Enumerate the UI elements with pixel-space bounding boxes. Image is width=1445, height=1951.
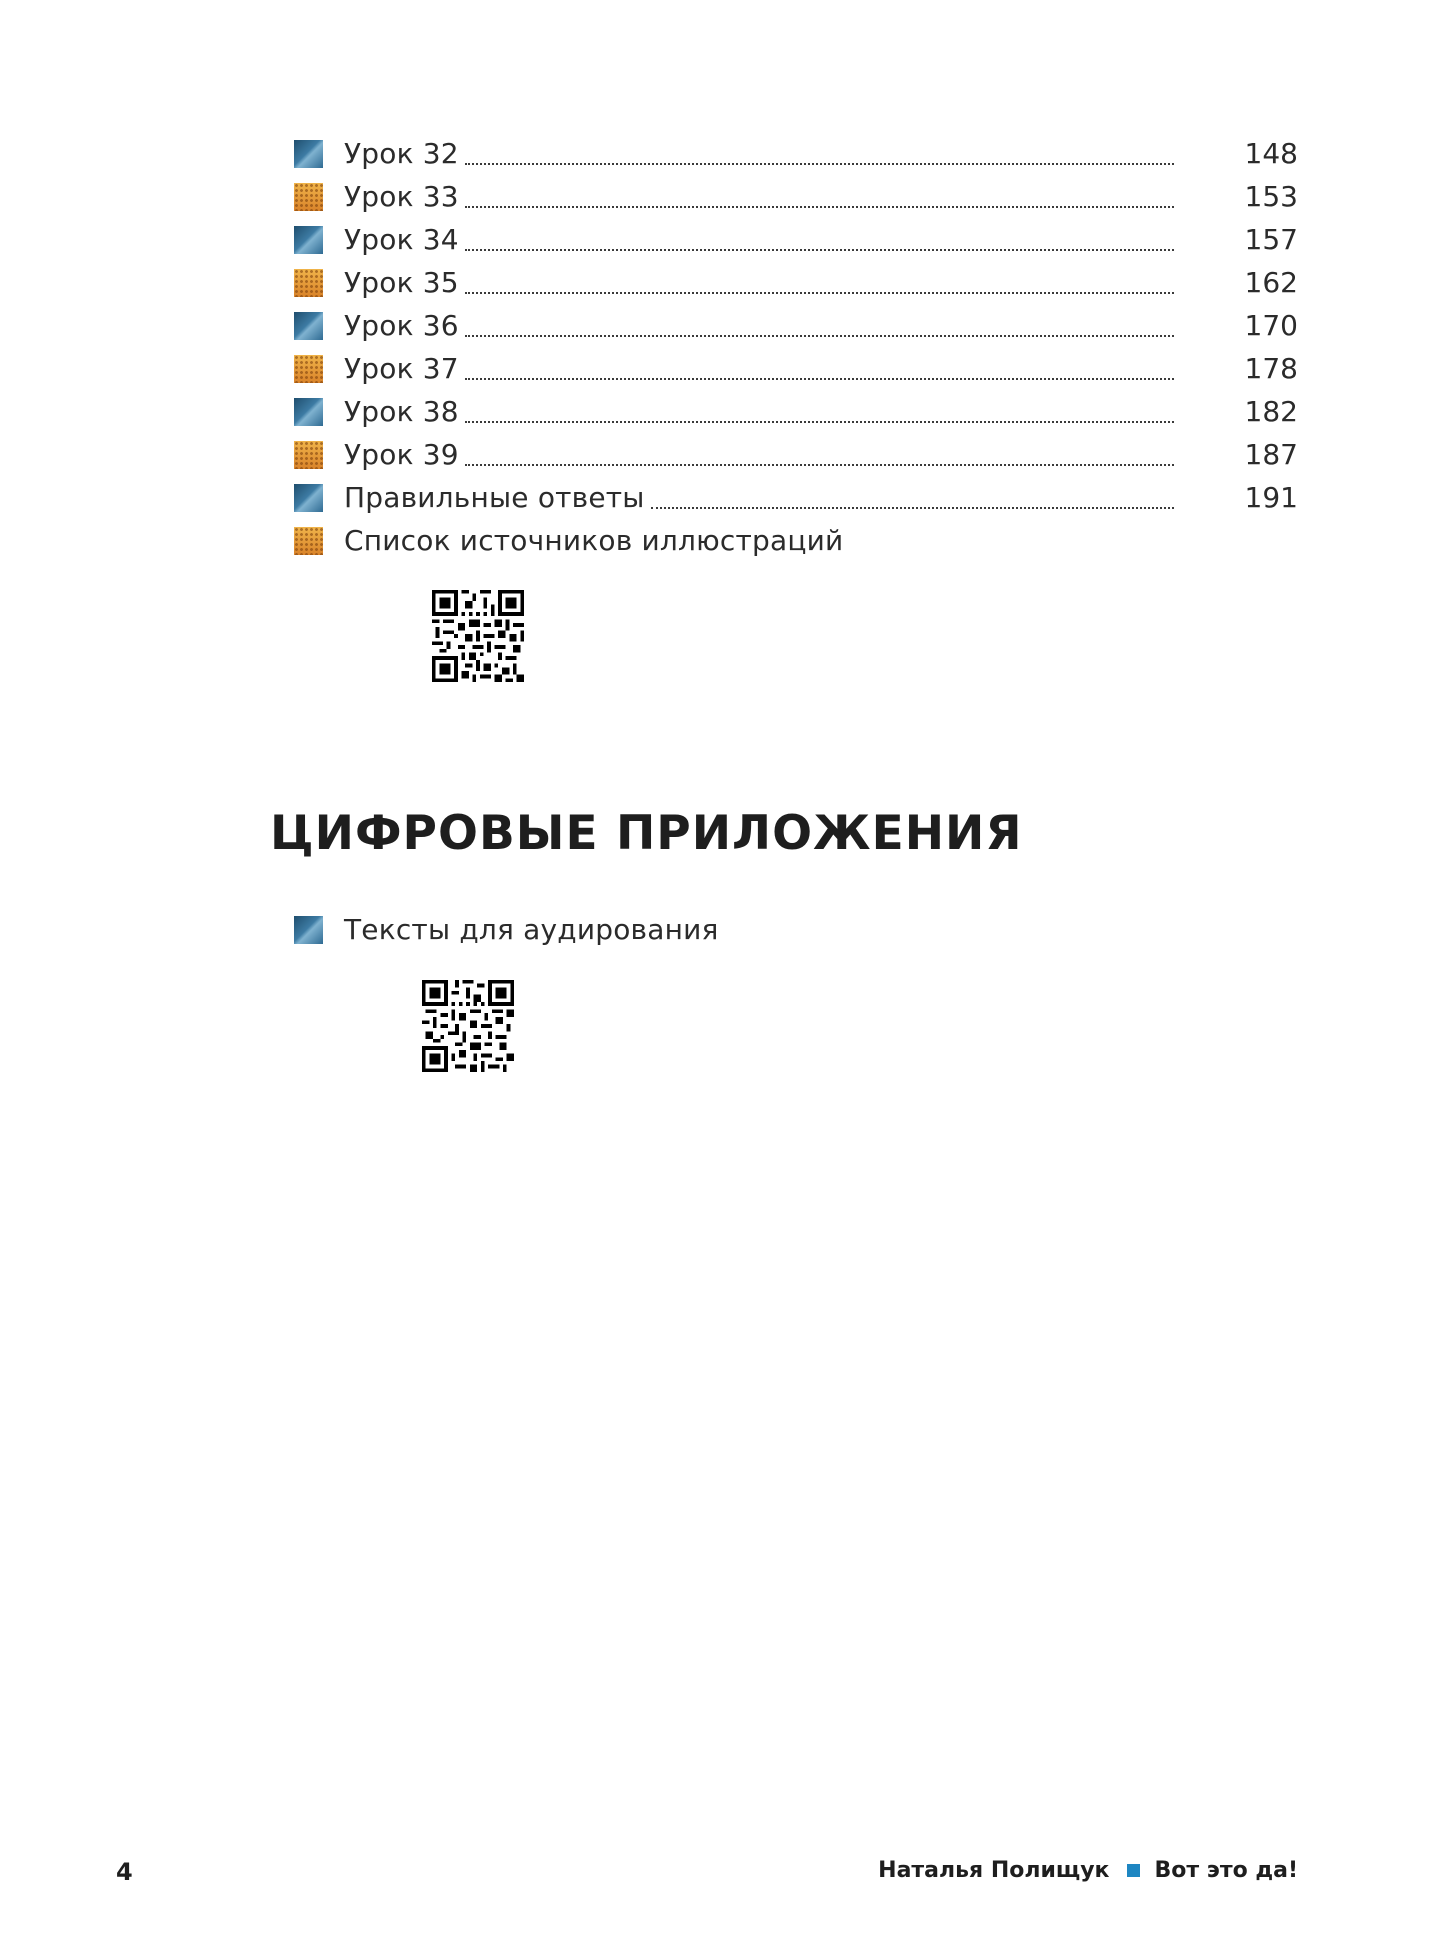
blue-square-icon [294,916,323,944]
toc-entry[interactable] [294,132,1298,175]
dotted-leader [465,292,1174,294]
table-of-contents [294,132,1298,562]
blue-square-icon [1127,1864,1140,1877]
toc-entry-label: Урок 39 [344,438,459,471]
qr-code-icon [432,590,524,682]
toc-page-number: 178 [1244,352,1298,385]
section-title: ЦИФРОВЫЕ ПРИЛОЖЕНИЯ [270,806,1023,861]
running-footer [878,1858,1298,1883]
toc-entry[interactable] [294,433,1298,476]
digital-item-label: Тексты для аудирования [344,913,719,946]
blue-square-icon [294,312,323,340]
qr-code-audio-texts[interactable] [422,980,514,1072]
qr-code-icon [422,980,514,1072]
page-number: 4 [116,1858,133,1886]
toc-page-number: 162 [1244,266,1298,299]
toc-page-number: 187 [1244,438,1298,471]
qr-code-illustrations[interactable] [432,590,524,682]
orange-dotted-square-icon [294,527,323,555]
dotted-leader [465,335,1174,337]
dotted-leader [651,507,1174,509]
blue-square-icon [294,226,323,254]
toc-entry-label: Список источников иллюстраций [344,524,844,557]
orange-dotted-square-icon [294,355,323,383]
toc-page-number: 157 [1244,223,1298,256]
toc-page-number: 153 [1244,180,1298,213]
toc-entry[interactable] [294,218,1298,261]
blue-square-icon [294,484,323,512]
blue-square-icon [294,398,323,426]
toc-entry-label: Урок 33 [344,180,459,213]
dotted-leader [465,421,1174,423]
orange-dotted-square-icon [294,269,323,297]
toc-entry[interactable] [294,175,1298,218]
footer-book-title: Вот это да! [1154,1858,1298,1883]
toc-entry[interactable] [294,347,1298,390]
toc-entry-label: Урок 32 [344,137,459,170]
orange-dotted-square-icon [294,441,323,469]
footer-author: Наталья Полищук [878,1858,1110,1883]
dotted-leader [465,206,1174,208]
toc-entry-label: Урок 37 [344,352,459,385]
toc-entry-label: Урок 35 [344,266,459,299]
dotted-leader [465,378,1174,380]
dotted-leader [465,464,1174,466]
toc-page-number: 148 [1244,137,1298,170]
toc-page-number: 170 [1244,309,1298,342]
toc-entry[interactable] [294,304,1298,347]
toc-entry-label: Правильные ответы [344,481,645,514]
toc-page-number: 182 [1244,395,1298,428]
digital-item[interactable] [294,908,719,951]
toc-entry[interactable] [294,261,1298,304]
dotted-leader [465,163,1174,165]
toc-entry[interactable] [294,519,1298,562]
toc-entry-label: Урок 34 [344,223,459,256]
dotted-leader [465,249,1174,251]
orange-dotted-square-icon [294,183,323,211]
toc-entry[interactable] [294,390,1298,433]
toc-entry[interactable] [294,476,1298,519]
blue-square-icon [294,140,323,168]
toc-page-number: 191 [1244,481,1298,514]
toc-entry-label: Урок 38 [344,395,459,428]
toc-entry-label: Урок 36 [344,309,459,342]
